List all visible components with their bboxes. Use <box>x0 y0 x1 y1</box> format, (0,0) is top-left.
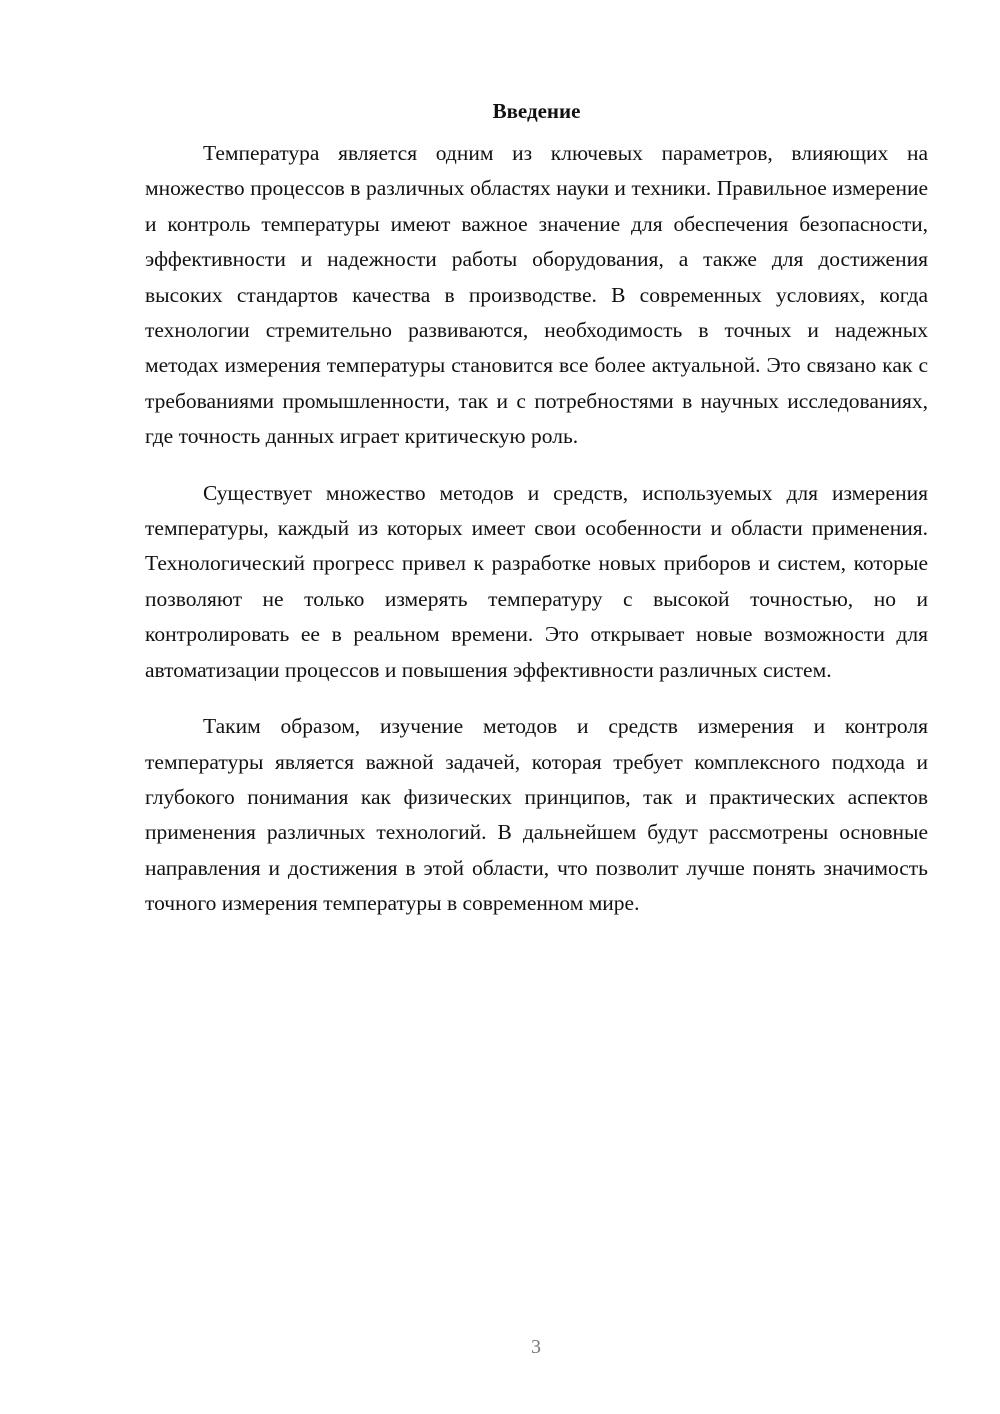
paragraph-3: Таким образом, изучение методов и средств измерения и контроля температуры является важной задачей, которая требует комплексного подхода и глубокого понимания как физических принципов, так и практических аспектов применения различных технологий. В дальнейшем будут рассмотрены основные направления и достижения в этой области, что позволит лучше понять значимость точного измерения температуры в современном мире. <box>145 714 928 916</box>
paragraph-2: Существует множество методов и средств, используемых для измерения температуры, каждый из которых имеет свои особенности и области применения. Технологический прогресс привел к разработке новых приборов и систем, которые позволяют не только измерять температуру с высокой точностью, но и контролировать ее в реальном времени. Это открывает новые возможности для автоматизации процессов и повышения эффективности различных систем. <box>145 480 928 682</box>
section-title: Введение <box>492 99 581 123</box>
page-number: 3 <box>531 1336 541 1358</box>
paragraph-1: Температура является одним из ключевых параметров, влияющих на множество процессов в различных областях науки и техники. Правильное измерение и контроль температуры имеют важное значение для обеспечения безопасности, эффективности и надежности работы оборудования, а также для достижения высоких стандартов качества в производстве. В современных условиях, когда технологии стремительно развиваются, необходимость в точных и надежных методах измерения температуры становится все более актуальной. Это связано как с требованиями промышленности, так и с потребностями в научных исследованиях, где точность данных играет критическую роль. <box>145 141 928 449</box>
page-content <box>145 96 928 943</box>
